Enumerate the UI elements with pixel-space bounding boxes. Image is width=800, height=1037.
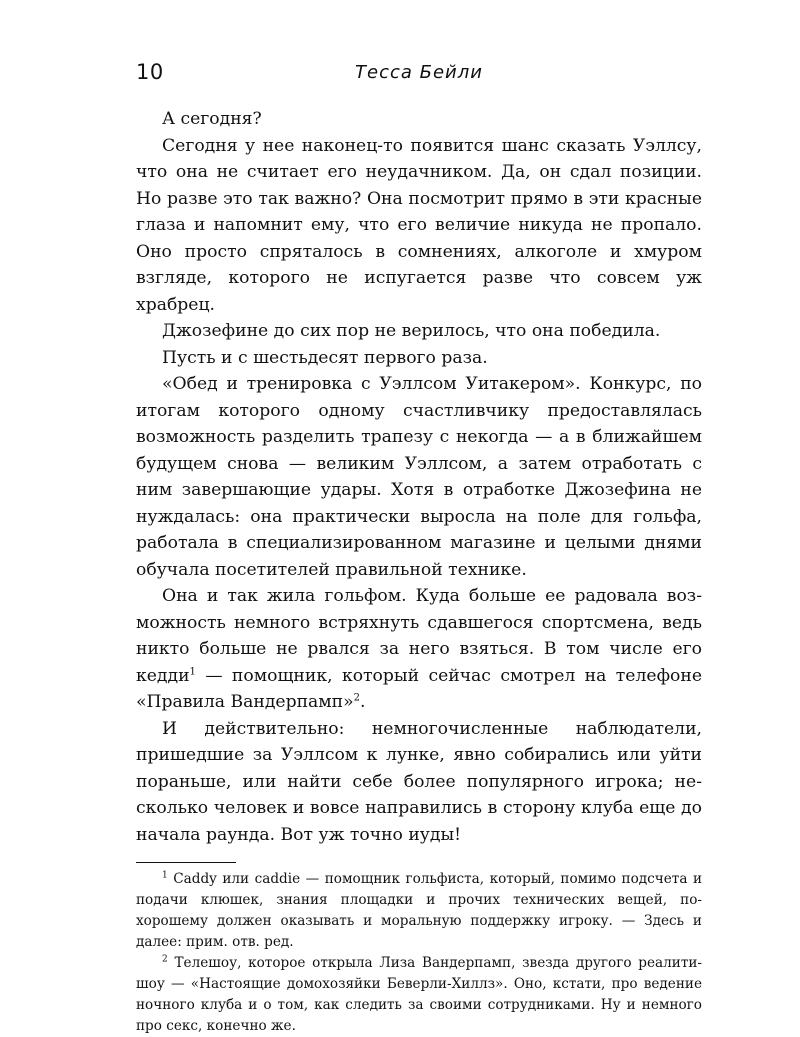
footnote-marker: 1 (162, 870, 168, 881)
footnote-separator (136, 862, 236, 863)
paragraph: А сегодня? (162, 109, 262, 129)
paragraph-text: Она и так жила гольфом. Куда больше ее радовала возможность немного встряхнуть сдавшегося спортсмена, ведь никто больше не рвался за него взяться. В том числе его кедди (136, 586, 702, 686)
paragraph-with-footnote-refs (136, 583, 702, 716)
author-name: Тесса Бейли (355, 62, 483, 83)
paragraph-text: — помощник, который сейчас смотрел на телефоне «Правила Вандерпамп» (136, 665, 702, 712)
paragraph-text: . (360, 692, 366, 712)
footnote-marker: 2 (162, 954, 168, 965)
paragraph: Джозефине до сих пор не верилось, что она победила. (162, 321, 661, 341)
main-text (136, 106, 702, 848)
footnote-1 (136, 869, 702, 953)
paragraph: Сегодня у нее наконец-то появится шанс сказать Уэллсу, что она не считает его неудачником. Да, он сдал позиции. Но разве это так важно? Она посмотрит прямо в эти красные глаза и напомнит ему, что его величие никуда не пропало. Оно просто спряталось в сомнениях, алкоголе и хмуром взгляде, которого не испугается разве что совсем уж храбрец. (136, 135, 702, 315)
footnote-ref-2: 2 (353, 692, 361, 704)
footnotes (136, 869, 702, 1037)
paragraph: И действительно: немногочисленные наблюдатели, пришедшие за Уэллсом к лунке, явно собирались или уйти пораньше, или найти себе более популярного игрока; несколько человек и вовсе направились в сторону клуба еще до начала раунда. Вот уж точно иуды! (136, 718, 702, 845)
book-page (136, 58, 702, 1037)
footnote-2 (136, 953, 702, 1037)
paragraph: Пусть и с шестьдесят первого раза. (162, 347, 488, 368)
footnote-text: Телешоу, которое открыла Лиза Вандерпамп, звезда другого реалити-шоу — «Настоящие домохозяйки Беверли-Хиллз». Оно, кстати, про ведение ночного клуба и о том, как следить за своими сотрудниками. Ну и немного про секс, конечно же. (136, 955, 702, 1034)
page-number: 10 (136, 60, 164, 84)
footnote-text: Caddy или caddie — помощник гольфиста, который, помимо подсчета и подачи клюшек, знания площадки и прочих технических вещей, по-хорошему должен оказывать и моральную поддержку игроку. — Здесь и далее: прим. отв. ред. (136, 871, 702, 950)
paragraph: «Обед и тренировка с Уэллсом Уитакером». Конкурс, по итогам которого одному счастливчику предоставлялась возможность разделить трапезу с некогда — а в ближайшем будущем снова — великим Уэллсом, а затем отработать с ним завершающие удары. Хотя в отработке Джозефина не нуждалась: она практически выросла на поле для гольфа, работала в специализированном магазине и целыми днями обучала посетителей правильной технике. (136, 374, 702, 580)
footnote-ref-1: 1 (189, 665, 196, 677)
running-header (136, 58, 702, 94)
